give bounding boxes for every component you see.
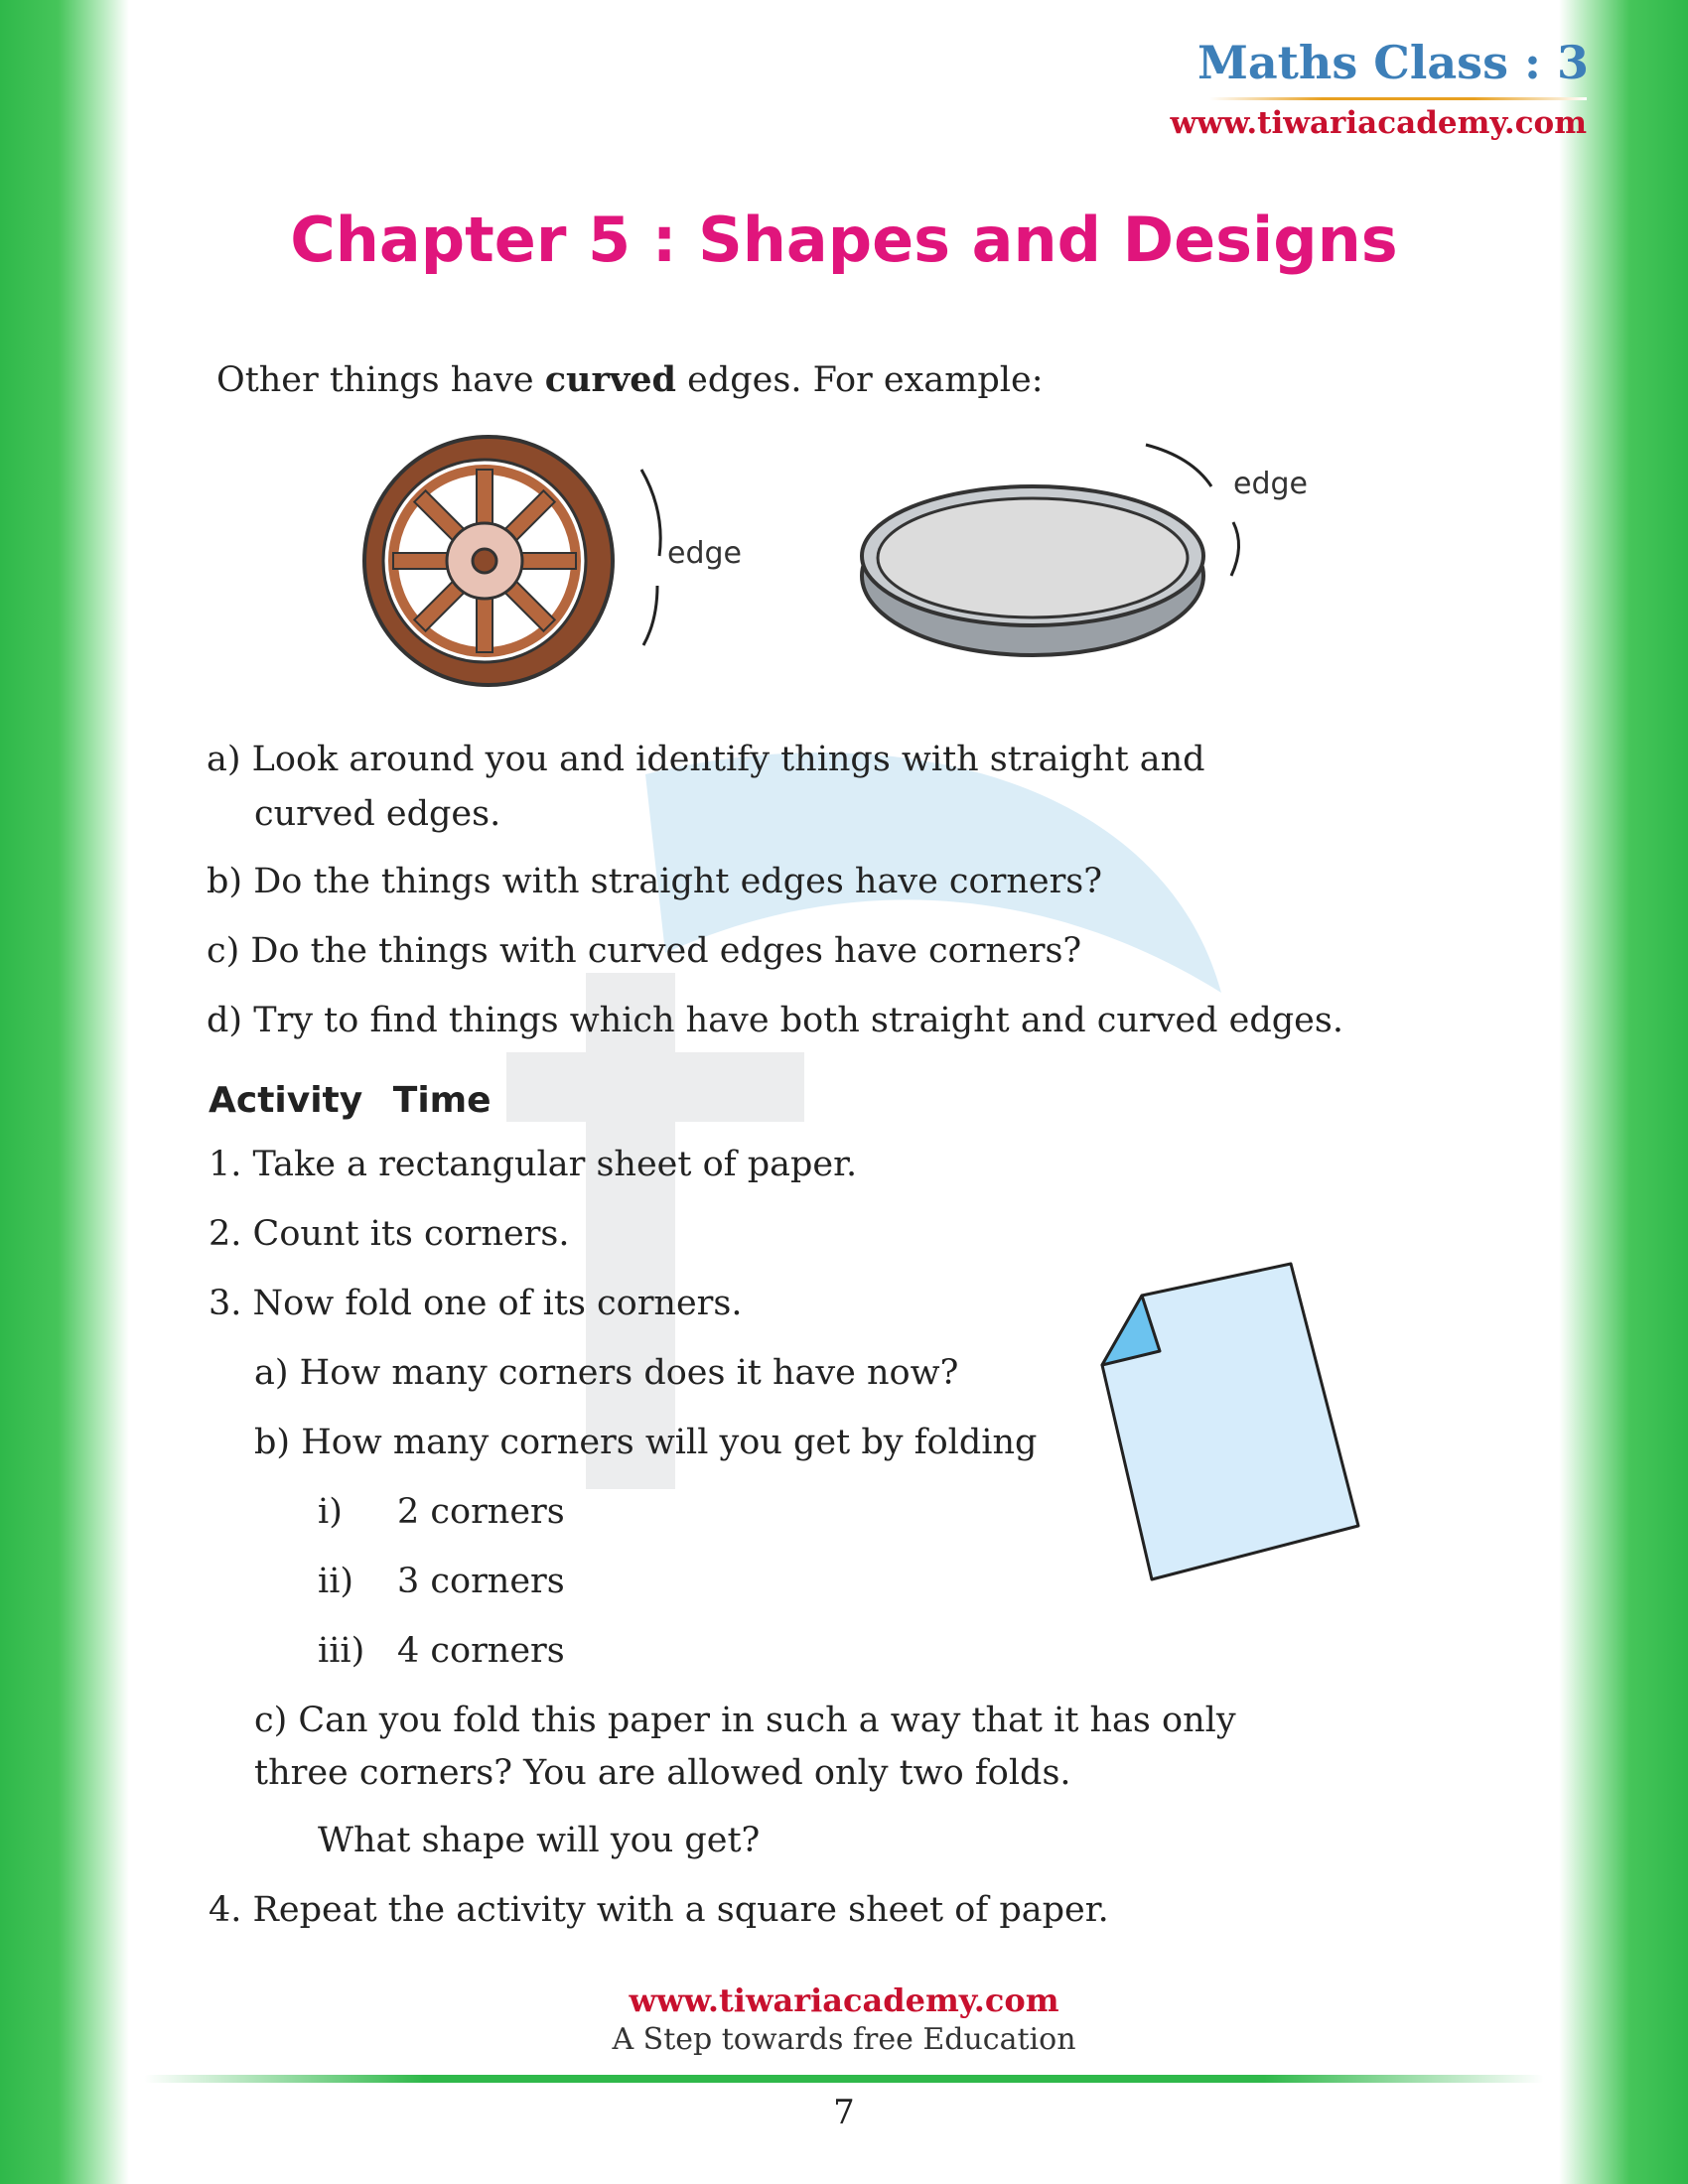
step-4: 4. Repeat the activity with a square sheet of paper. (209, 1890, 1109, 1930)
sub-question-b: b) How many corners will you get by folding (254, 1423, 1038, 1462)
intro-text: Other things have curved edges. For example: (216, 359, 1044, 400)
question-d: d) Try to find things which have both straight and curved edges. (207, 1001, 1343, 1040)
sub-question-c-continued: three corners? You are allowed only two folds. (254, 1753, 1071, 1793)
header-title: Maths Class : 3 (1196, 36, 1589, 89)
option-ii: ii) 3 corners (318, 1562, 565, 1601)
plate-edge-marks (1142, 437, 1251, 586)
wheel-edge-label: edge (667, 536, 742, 571)
sub-question-c-followup: What shape will you get? (318, 1821, 761, 1860)
plate-edge-label: edge (1233, 467, 1308, 501)
question-a: a) Look around you and identify things with straight and (207, 740, 1205, 779)
header-rule (1209, 97, 1587, 100)
footer-tagline: A Step towards free Education (612, 2022, 1076, 2057)
question-a-continued: curved edges. (254, 794, 501, 834)
question-b: b) Do the things with straight edges have corners? (207, 862, 1103, 901)
activity-heading: Activity Time (209, 1080, 492, 1121)
wheel-illustration (357, 432, 626, 690)
header-url[interactable]: www.tiwariacademy.com (1170, 105, 1587, 141)
option-i: i) 2 corners (318, 1492, 565, 1532)
chapter-title: Chapter 5 : Shapes and Designs (290, 204, 1398, 276)
left-green-border (0, 0, 129, 2184)
option-iii: iii) 4 corners (318, 1631, 565, 1671)
sub-question-a: a) How many corners does it have now? (254, 1353, 959, 1393)
footer-url[interactable]: www.tiwariacademy.com (629, 1981, 1059, 2019)
step-1: 1. Take a rectangular sheet of paper. (209, 1145, 858, 1184)
right-green-border (1559, 0, 1688, 2184)
folded-paper-illustration (1092, 1256, 1360, 1593)
sub-question-c: c) Can you fold this paper in such a way that it has only (254, 1701, 1236, 1740)
page-number: 7 (833, 2093, 855, 2132)
question-c: c) Do the things with curved edges have corners? (207, 931, 1082, 971)
intro-bold-word: curved (544, 359, 677, 400)
step-2: 2. Count its corners. (209, 1214, 570, 1254)
footer-divider (144, 2075, 1544, 2083)
step-3: 3. Now fold one of its corners. (209, 1284, 743, 1323)
